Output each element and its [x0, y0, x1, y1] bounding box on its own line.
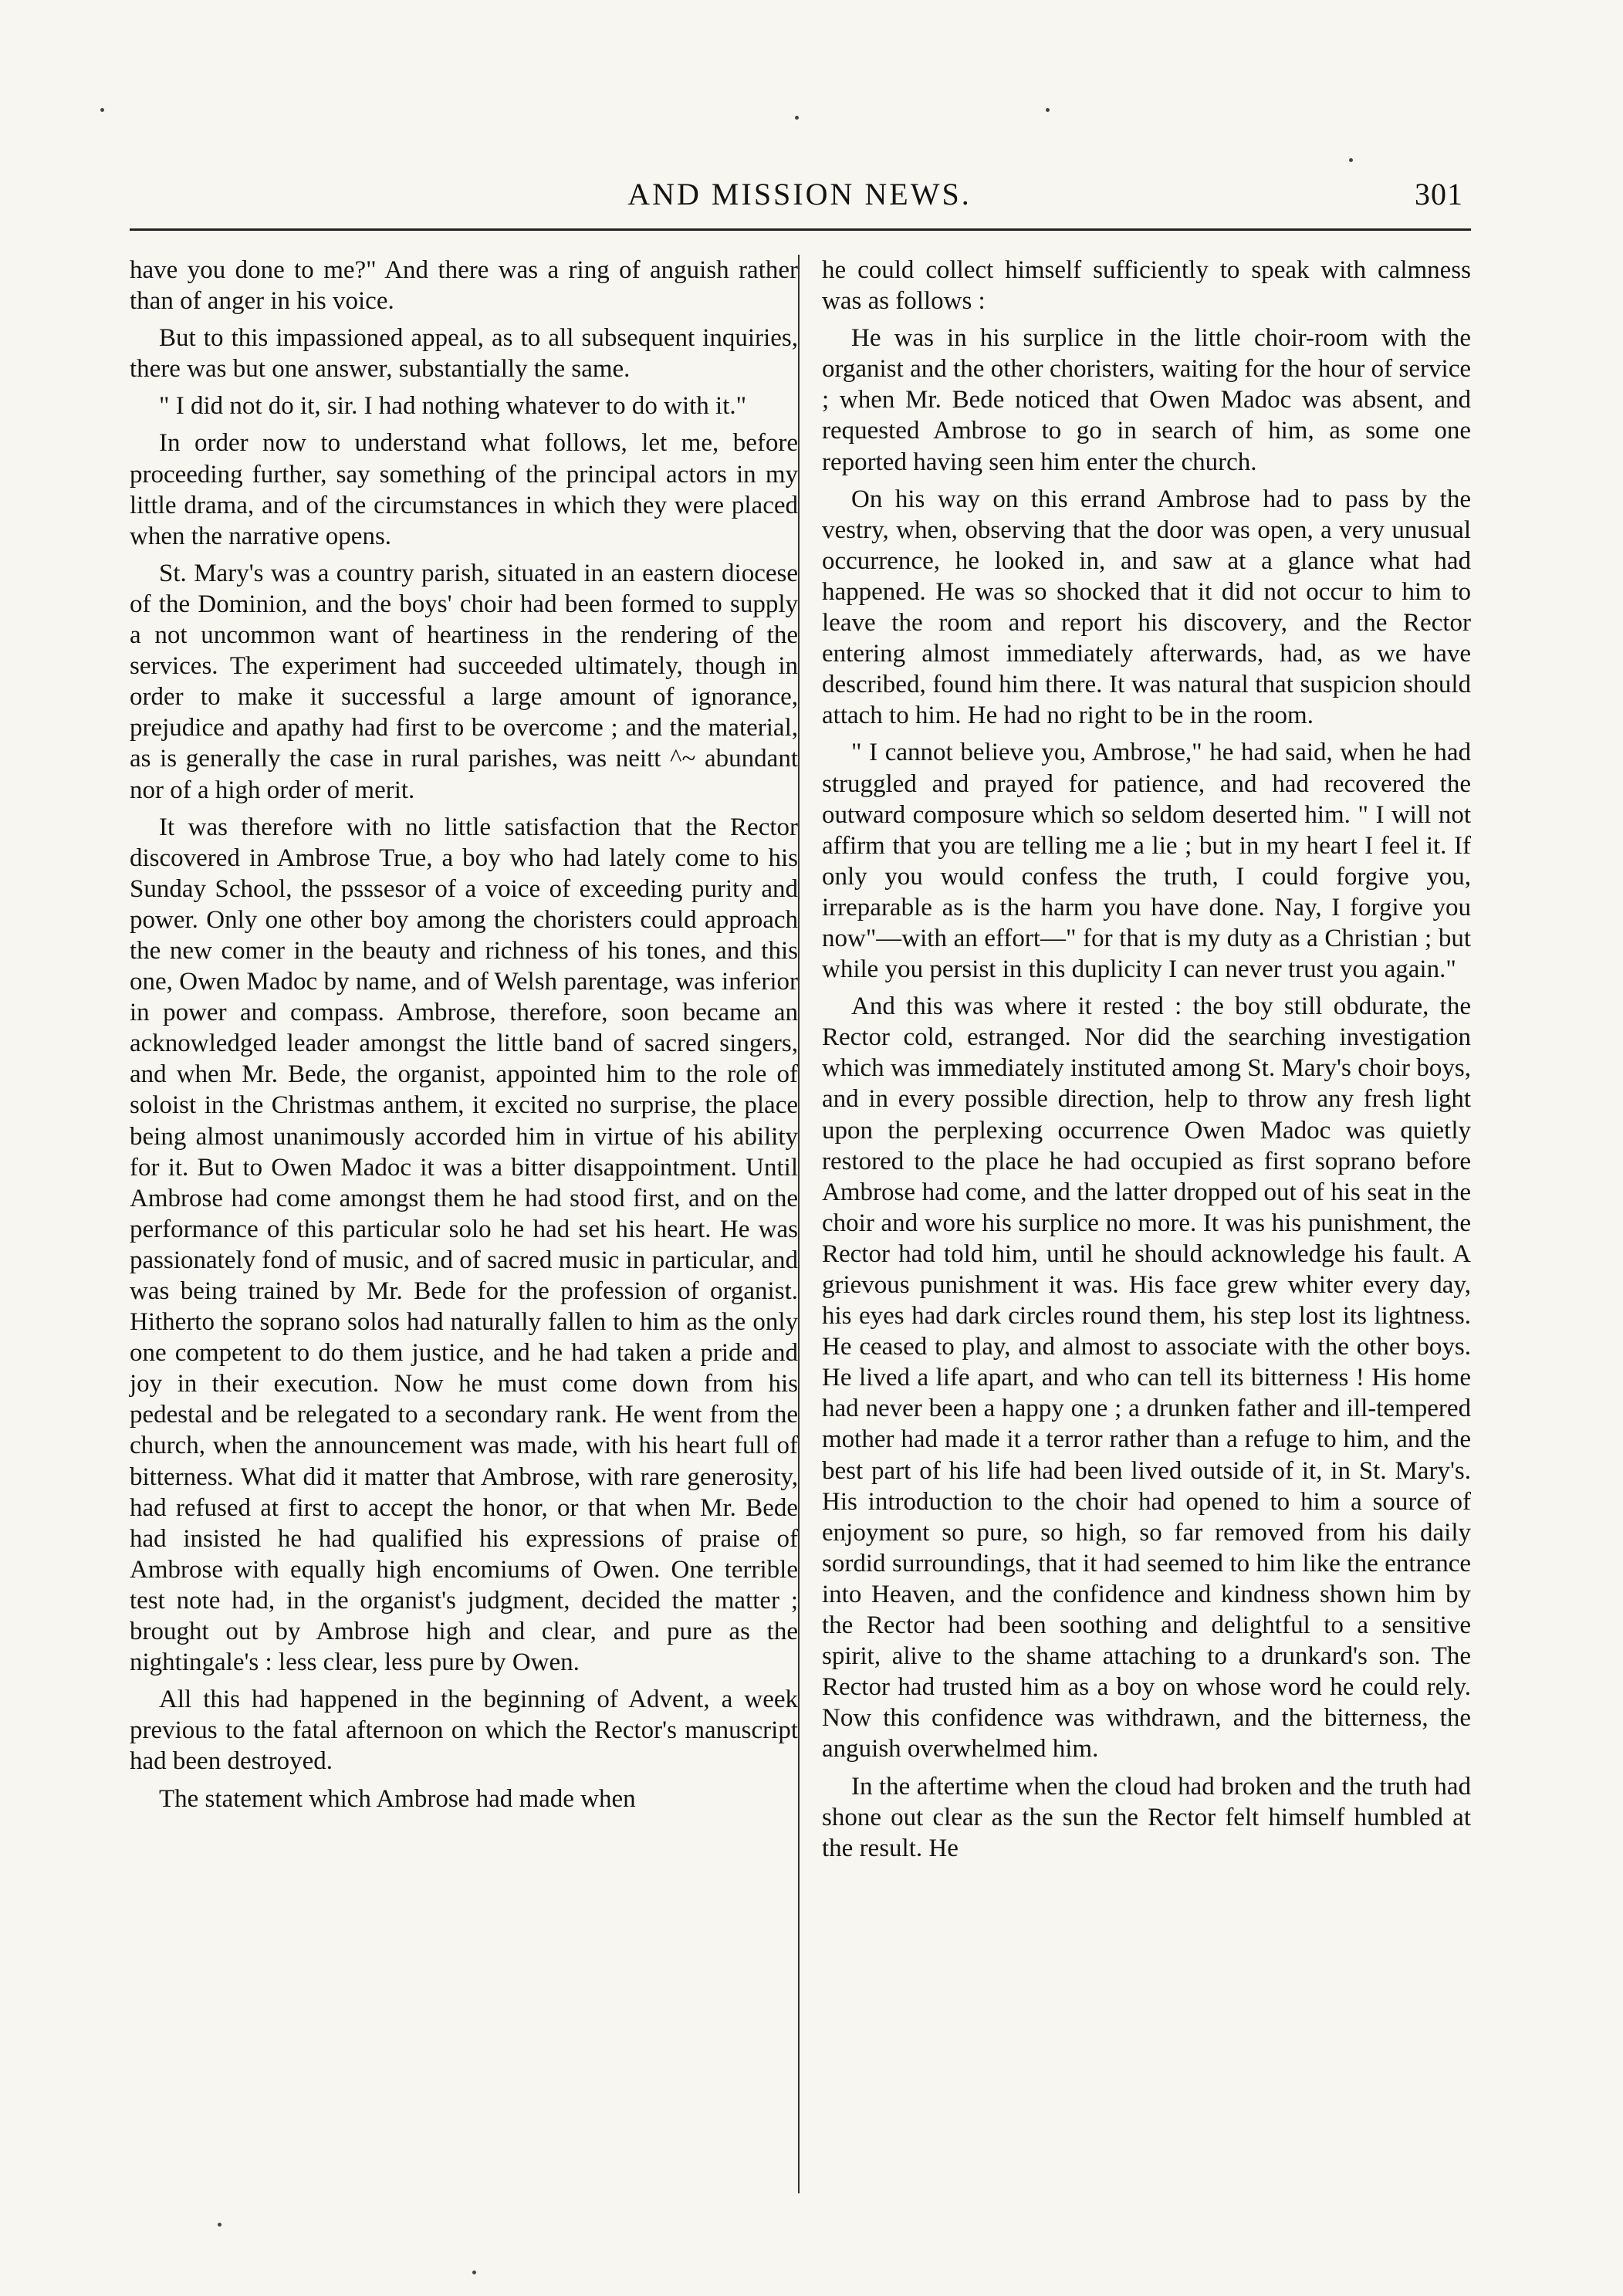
paragraph: have you done to me?" And there was a ring of anguish rather than of anger in his voice. — [130, 256, 798, 316]
column-divider — [798, 255, 800, 2193]
running-title: AND MISSION NEWS. — [627, 177, 972, 211]
paragraph: " I did not do it, sir. I had nothing whatever to do with it." — [159, 392, 747, 421]
paragraph: The statement which Ambrose had made when — [159, 1784, 636, 1813]
paragraph: On his way on this errand Ambrose had to pass by the vestry, when, observing that the door was open, a very unusual occurrence, he looked in, and saw at a glance what had happened. He was so shocked that it did not occur to him to leave the room and report his discovery, and the Rector entering almost immediately afterwards, had, as we have described, found him there. It was natural that suspicion should attach to him. He had no right to be in the room. — [822, 485, 1471, 730]
paragraph: And this was where it rested : the boy still obdurate, the Rector cold, estranged. Nor did the searching investigation which was immediately instituted among St. Mary's choir boys, and in every possible direction, help to throw any fresh light upon the perplexing occurrence Owen Madoc was quietly restored to the place he had occupied as first soprano before Ambrose had come, and the latter dropped out of his seat in the choir and wore his surplice no more. It was his punishment, the Rector had told him, until he should acknowledge his fault. A grievous punishment it was. His face grew whiter every day, his eyes had dark circles round them, his step lost its lightness. He ceased to play, and almost to associate with the other boys. He lived a life apart, and who can tell its bitterness ! His home had never been a happy one ; a drunken father and ill-tempered mother had made it a terror rather than a refuge to him, and the best part of his life had been lived outside of it, in St. Mary's. His introduction to the choir had opened to him a source of enjoyment so pure, so high, so far removed from his daily sordid surroundings, that it had seemed to him like the entrance into Heaven, and the confidence and kindness shown him by the Rector had been soothing and delightful to a sensitive spirit, alive to the shame attaching to a drunkard's son. The Rector had trusted him as a boy on whose word he could rely. Now this confidence was withdrawn, and the bitterness, the anguish overwhelmed him. — [822, 992, 1471, 1763]
paragraph: " I cannot believe you, Ambrose," he had said, when he had struggled and prayed for patience, and had recovered the outward composure which so seldom deserted him. " I will not affirm that you are telling me a lie ; but in my heart I feel it. If only you would confess the truth, I could forgive you, irreparable as is the harm you have done. Nay, I forgive you now"—with an effort—" for that is my duty as a Christian ; but while you persist in this duplicity I can never trust you again." — [822, 739, 1471, 984]
paragraph: He was in his surplice in the little choir-room with the organist and the other choristers, waiting for the hour of service ; when Mr. Bede noticed that Owen Madoc was absent, and requested Ambrose to go in search of him, as some one reported having seen him enter the church. — [822, 324, 1471, 476]
paragraph: In the aftertime when the cloud had broken and the truth had shone out clear as the sun the Rector felt himself humbled at the result. He — [822, 1772, 1471, 1862]
paragraph: All this had happened in the beginning of Advent, a week previous to the fatal afternoon on which the Rector's manuscript had been destroyed. — [130, 1686, 798, 1776]
paragraph: But to this impassioned appeal, as to all subsequent inquiries, there was but one answer, substantially the same. — [130, 324, 798, 384]
paragraph: In order now to understand what follows, let me, before proceeding further, say something of the principal actors in my little drama, and of the circumstances in which they were placed when the narrative opens. — [130, 429, 798, 550]
paragraph: It was therefore with no little satisfaction that the Rector discovered in Ambrose True, a boy who had lately come to his Sunday School, the psssesor of a voice of exceeding purity and power. Only one other boy among the choristers could approach the new comer in the beauty and richness of his tones, and this one, Owen Madoc by name, and of Welsh parentage, was inferior in power and compass. Ambrose, therefore, soon became an acknowledged leader amongst the little band of sacred singers, and when Mr. Bede, the organist, appointed him to the role of soloist in the Christmas anthem, it excited no surprise, the place being almost unanimously accorded him in virtue of his ability for it. But to Owen Madoc it was a bitter disappointment. Until Ambrose had come amongst them he had stood first, and on the performance of this particular solo he had set his heart. He was passionately fond of music, and of sacred music in particular, and was being trained by Mr. Bede for the profession of organist. Hitherto the soprano solos had naturally fallen to him as the only one competent to do them justice, and he had taken a pride and joy in their execution. Now he must come down from his pedestal and be relegated to a secondary rank. He went from the church, when the announcement was made, with his heart full of bitterness. What did it matter that Ambrose, with rare generosity, had refused at first to accept the honor, or that when Mr. Bede had insisted he had qualified his expressions of praise of Ambrose with equally high encomiums of Owen. One terrible test note had, in the organist's judgment, decided the matter ; brought out by Ambrose high and clear, and pure as the nightingale's : less clear, less pure by Owen. — [130, 813, 798, 1677]
paragraph: he could collect himself sufficiently to speak with calmness was as follows : — [822, 256, 1471, 316]
running-head — [136, 176, 1463, 222]
paragraph: St. Mary's was a country parish, situated in an eastern diocese of the Dominion, and the boys' choir had been formed to supply a not uncommon want of heartiness in the rendering of the services. The experiment had succeeded ultimately, though in order to make it successful a large amount of ignorance, prejudice and apathy had first to be overcome ; and the material, as is generally the case in rural parishes, was neitt ^~ abundant nor of a high order of merit. — [130, 559, 798, 804]
right-column — [822, 255, 1471, 1870]
page-number: 301 — [1415, 177, 1463, 211]
left-column — [130, 255, 798, 1821]
header-rule — [130, 228, 1471, 231]
